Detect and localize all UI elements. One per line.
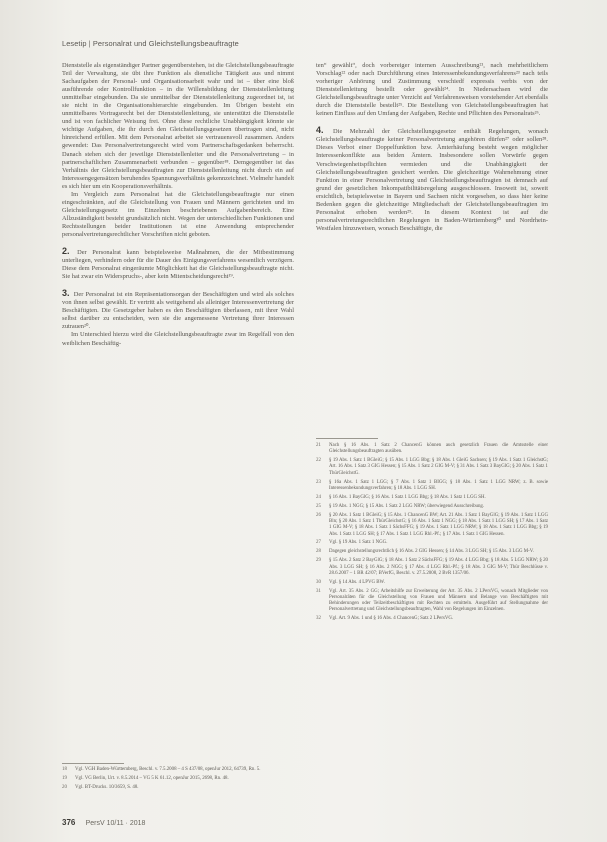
footnote <box>316 504 548 510</box>
footnote-text: Vgl. Art. 35 Abs. 2 GG; Arbeitshilfe zur Erweiterung der Art. 35 Abs. 2 LPersVG, wonach Mitglieder von Personalräten für die Gleichstellung von Frauen und Männern und Belange von Beschäftigten mit Behinderungen oder Teilzeitbeschäftigten mit Rechten zu ermitteln. Ausgeführt auf Stellungnahme der Personalvertretung und Gleichstellungsbeauftragten, Wahl von Regelungen im Einzelnen. <box>329 588 548 613</box>
footnote-number: 24 <box>316 494 321 500</box>
footnote-text: § 19 Abs. 1 NGG; § 15 Abs. 1 Satz 2 LGG NRW; überwiegend Ausschreibung. <box>329 503 485 509</box>
left-column <box>62 62 294 348</box>
numbered-section <box>62 247 294 281</box>
footnote <box>316 458 548 477</box>
footnote <box>316 495 548 501</box>
footnote-text: § 15 Abs. 2 Satz 2 BayGlG; § 18 Abs. 1 Satz 2 SächsFFG; § 19 Abs. 4 LGG Bbg; § 18 Abs. 5 LGG NRW; § 20 Abs. 3 LGG SH; § 16 Abs. 2 NGG; § 17 Abs. 4 LGG Rhl.-Pf.; § 18 Abs. 3 GIG M-V; Thür Beschlüsse v. 28.6.2007 – 1 BR 42/07; BVerfG, Beschl. v. 27.5.2008, 2 BvR 1357/06. <box>329 558 548 576</box>
page-number: 376 <box>62 818 76 827</box>
running-head-separator: | <box>88 39 91 48</box>
footnote <box>316 540 548 546</box>
footnote <box>316 589 548 614</box>
footnote-number: 31 <box>316 588 321 594</box>
footnote <box>62 785 294 791</box>
numbered-section <box>316 126 548 233</box>
footnote-number: 21 <box>316 443 321 448</box>
body-paragraph: Im Unterschied hierzu wird die Gleichstellungsbeauftragte zwar im Regelfall von den weiblichen Beschäftig- <box>62 331 294 347</box>
footnote <box>316 558 548 577</box>
section-number: 2. <box>62 246 70 257</box>
footnote-number: 18 <box>62 767 67 772</box>
footnote-text: Vgl. VGH Baden-Württemberg, Beschl. v. 7.5.2008 – 4 S 437/08, openJur 2012, 64739, Rn. 5. <box>75 767 261 772</box>
footnote <box>316 480 548 493</box>
footnote-number: 28 <box>316 549 321 555</box>
section-text: Der Personalrat kann beispielsweise Maßnahmen, die der Mitbestimmung unterliegen, verhindern oder für die Dauer des Einigungsverfahrens wesentlich verzögern. Diese dem Personalrat eingeräumte Möglichkeit hat die Gleichstellungsbeauftragte nicht. Sie hat zwar ein Widerspruchs-, aber kein Mitentscheidungsrecht¹⁹. <box>62 249 294 281</box>
footnote-number: 30 <box>316 579 321 585</box>
section-text: Der Personalrat ist ein Repräsentationsorgan der Beschäftigten und wird als solches von ihnen selbst gewählt. Er vertritt als weitgehend als alleiniger Interessenvertretung der Beschäftigten. Die Gesetzgeber haben es den Beschäftigten überlassen, mit ihrer Wahl selbst darüber zu entscheiden, wen sie die angemessene Vertretung ihrer Interessen zutrauen²⁰. <box>62 291 294 331</box>
footnote-text: § 16 Abs. 1 BayGlG; § 16 Abs. 1 Satz 1 LGG Bbg; § 18 Abs. 1 Satz 1 LGG SH. <box>329 494 486 500</box>
right-footnotes <box>316 443 548 625</box>
footnote-text: Vgl. § 19 Abs. 1 Satz 1 NGG. <box>329 540 388 546</box>
body-paragraph: ten“ gewählt“, doch vorbereiger internen Ausschreibung²¹, nach mehrheitlichem Vorschlag²² oder nach Durchführung eines Interessenbekundungsverfahrens²³ nach teils vorheriger Anhörung und Zustimmung verschiedf expressis verbis von der Dienststellenleitung bestellt oder gewählt²⁴. In Niedersachsen wird die Gleichstellungsbeauftragte unter Verzicht auf Verfahrensweisen vorstehender Art ebenfalls durch die Dienststelle bestellt²⁵. Die Bestellung von Gleichstellungsbeauftragten hat keinen Einfluss auf den Umfang der Aufgaben, Rechte und Pflichten des Personalrats²⁶. <box>316 62 548 118</box>
numbered-section <box>62 289 294 331</box>
footnote-text: Dagegen gleichstellungsrechtlich § 16 Abs. 2 GIG Hessen; § 14 Abs. 3 LGG SH; § 15 Abs. 3 LGG M-V. <box>329 549 534 555</box>
section-text: Die Mehrzahl der Gleichstellungsgesetze enthält Regelungen, wonach Gleichstellungsbeauftragte keiner Personalvertretung angehören dürfen²⁷ oder sollen²⁸. Dieses Verbot einer Doppelfunktion bzw. Ämterhäufung besteht wegen möglicher Interessenkonflikte aus beiden Ämtern. Insbesondere sollen Vorwürfe gegen Verschwiegenheitspflichten vermieden und die Unabhängigkeit der Gleichstellungsbeauftragten gesichert werden. Die gleichzeitige Wahrnehmung einer Funktion in einer Personalvertretung und Gleichstellungsbeauftragten ist demnach auf grund der gesetzlichen Inkompatibilitätsregelung ausgeschlossen. Insoweit ist, soweit ersichtlich, beispielsweise in Bayern und Sachsen nicht vorgesehen, so dass hier keine Bedenken gegen die gleichzeitige Mitgliedschaft der Gleichstellungsbeauftragten im Personalrat erhoben werden²⁹. In diesem Kontext ist auf die personalvertretungsrechtlichen Regelungen in Baden-Württemberg³⁰ und Nordrhein-Westfalen hinzuweisen, wonach Beschäftigte, die <box>316 128 548 232</box>
footnote-number: 27 <box>316 540 321 546</box>
footnote-text: Vgl. § 14 Abs. 4 LPVG BW. <box>329 579 385 585</box>
body-paragraph: Dienststelle als eigenständiger Partner gegenüberstehen, ist die Gleichstellungsbeauftragte Teil der Verwaltung, sie übt ihre Funktion als dienstliche Tätigkeit aus und nimmt Sachaufgaben der Personal- und Organisationsarbeit wahr und ist – über eine bloß ausführende oder Kontrollfunktion – in die Willensbildung der Dienststellenleitung unmittelbar eingebunden. Da sie unmittelbar der Dienststellenleitung zugeordnet ist, ist sie nicht in die Organisationshierarchie eingebunden. Im Übrigen besteht ein unmittelbares Vortragsrecht bei der Dienststellenleitung, sie unterstützt die Dienststelle und ist von fachlicher Weisung frei. Ohne diese rechtliche Unabhängigkeit könnte sie wichtige Aufgaben, die ihr durch den Gleichstellungsgesetzen übertragen sind, nicht hinreichend erfüllen. Mit dem Personalrat arbeitet sie vertrauensvoll zusammen. Anders gewendet: Das Personalvertretungsrecht wird vom Partnerschaftsgedanken beherrscht. Danach stehen sich der jeweilige Dienststellenleiter und die Personalvertretung – in partnerschaftlichen Zusammenarbeit verbunden – gegenüber¹⁸. Demgegenüber ist das Verhältnis der Gleichstellungsbeauftragten zur Dienststellenleitung nicht durch ein auf Interessengegensätzen beruhendes Spannungsverhältnis gekennzeichnet. Vielmehr handelt es sich hier um ein Kooperationsverhältnis. <box>62 62 294 190</box>
footnote-text: Vgl. Art. 9 Abs. 1 und § 16 Abs. 4 ChancenG; Satz 2 LPersVG. <box>329 616 454 622</box>
footnote-rule <box>316 438 378 439</box>
running-head-title: Personalrat und Gleichstellungsbeauftragte <box>92 39 239 48</box>
running-head-label: Lesetip <box>62 39 87 48</box>
footnote-text: § 19 Abs. 1 Satz 1 BGleiG; § 15 Abs. 1 LGG Bbg; § 18 Abs. 1 GleiG Sachsen; § 19 Abs. 1 Satz 1 GleichstG; Art. 16 Abs. 1 Satz 3 GIG Hessen; § 15 Abs. 1 Satz 2 GIG M-V; § 31 Abs. 1 Satz 3 BayGlG; § 20 Abs. 1 Satz 1 ThürGleichstG. <box>329 458 548 476</box>
footnote-text: Vgl. VG Berlin, Urt. v. 8.5.2014 – VG 5 K 61.12, openJur 2015, 2698, Rn. 48. <box>75 775 229 781</box>
footnote-text: Vgl. BT-Drucks. 10/3659, S. 48. <box>75 784 139 790</box>
footnote-number: 23 <box>316 479 321 485</box>
page-footer <box>62 818 145 827</box>
footnote-number: 20 <box>62 784 67 790</box>
body-paragraph: Im Vergleich zum Personalrat hat die Gleichstellungsbeauftragte nur einen eingeschränkten, auf die Gleichstellung von Frauen und Männern gerichteten und im Gleichstellungsgesetz im Einzelnen beschriebenen Aufgabenbereich. Eine Allzuständigkeit besteht grundsätzlich nicht. Wegen der unterschiedlichen Funktionen und Rechtsstellungen beider Institutionen ist eine Anwendung entsprechender personalvertretungsrechtlicher Vorschriften nicht geboten. <box>62 190 294 238</box>
footnote-number: 22 <box>316 458 321 464</box>
left-footnotes <box>62 767 294 794</box>
footnote <box>316 443 548 456</box>
footnote-number: 26 <box>316 512 321 518</box>
footnote-text: § 16a Abs. 1 Satz 1 LGG; § 7 Abs. 1 Satz 1 BIGG; § 18 Abs. 1 Satz 1 LGG NRW; z. B. sowie Interessenbekundungsverfahren; § 18 Abs. 1 LGG SH. <box>329 479 548 491</box>
footnote-rule <box>62 763 124 764</box>
footnote <box>62 776 294 782</box>
issue-reference: PersV 10/11 · 2018 <box>85 820 146 827</box>
footnote <box>62 767 294 773</box>
right-column <box>316 62 548 233</box>
section-number: 3. <box>62 288 70 299</box>
footnote-text: Nach § 16 Abs. 1 Satz 2 ChancenG können auch gesetzlich Frauen die Amtsstelle einer Gleichstellungsbeauftragten ausüben. <box>329 443 548 455</box>
running-head <box>62 39 239 48</box>
footnote-number: 25 <box>316 503 321 509</box>
footnote <box>316 513 548 538</box>
footnote-number: 29 <box>316 558 321 564</box>
footnote <box>316 549 548 555</box>
footnote <box>316 580 548 586</box>
footnote-number: 32 <box>316 616 321 622</box>
footnote-number: 19 <box>62 775 67 781</box>
footnote <box>316 616 548 622</box>
section-number: 4. <box>316 125 324 136</box>
footnote-text: § 20 Abs. 1 Satz 1 BGleiG; § 15 Abs. 1 ChancenG BW; Art. 21 Abs. 1 Satz 1 BayGlG; § 19 Abs. 1 Satz 1 LGG Bln; § 20 Abs. 1 Satz 1 ThürGleichstG; § 16 Abs. 1 Satz 1 NGG; § 18 Abs. 1 Satz 1 LGG SH; § 17 Abs. 1 Satz 1 GIG M-V; § 18 Abs. 1 Satz 1 SächsFFG; § 19 Abs. 1 Satz 1 LGG NRW; § 18 Abs. 1 Satz 1 LGG Bbg; § 19 Abs. 1 Satz 1 LGG SH; § 17 Abs. 1 Satz 1 LGG Rhl.-Pf.; § 17 Abs. 1 Satz 1 GIG Hessen. <box>329 512 548 537</box>
